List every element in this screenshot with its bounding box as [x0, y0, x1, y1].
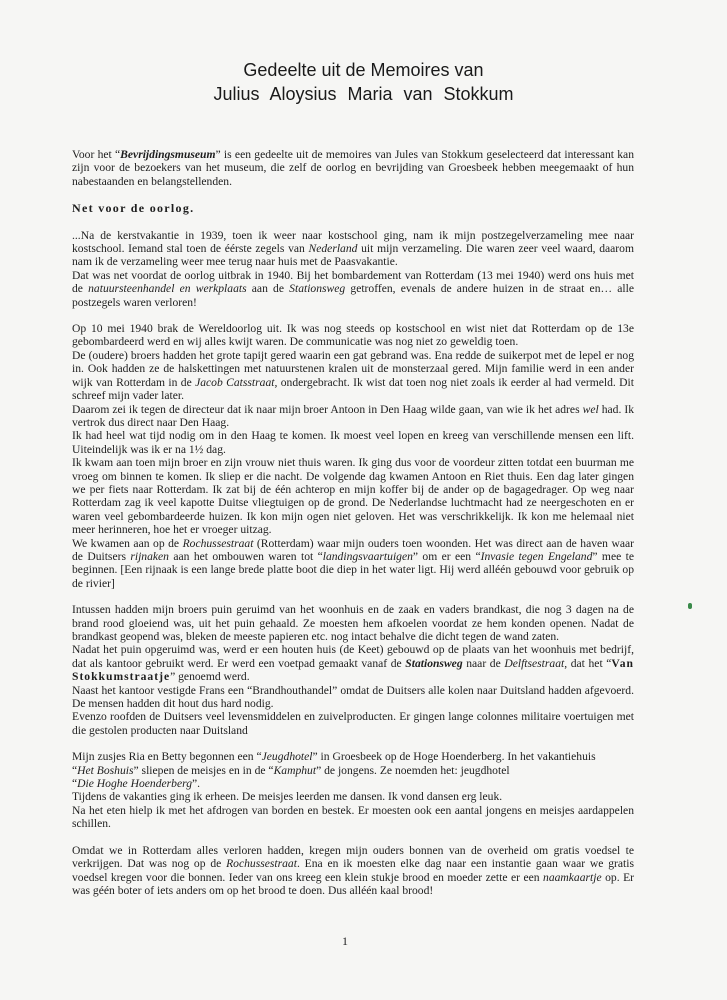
- document-title-line-1: Gedeelte uit de Memoires van: [243, 60, 484, 80]
- document-body: [72, 148, 634, 897]
- text-run: Ik had heel wat tijd nodig om in den Haag te komen. Ik moest veel lopen en kreeg van verschillende mensen een lift. Uiteindelijk was ik er na 1½ dag.: [72, 429, 634, 456]
- text-run: ...Na de kerstvakantie in 1939, toen ik weer naar kostschool ging, nam ik mijn postzegelverzameling mee naar kostschool. Iemand stal toen de éérste zegels van: [72, 228, 634, 256]
- text-run: Op 10 mei 1940 brak de Wereldoorlog uit. Ik was nog steeds op kostschool en wist niet dat Rotterdam op de 13e gebombardeerd werd en wij alles kwijt waren. De communicatie was nog niet zo geweldig toen.: [72, 322, 634, 349]
- text-run: ” om er een “: [412, 549, 481, 563]
- paragraph: [72, 269, 634, 309]
- paragraph: [72, 684, 634, 711]
- emphasized-text: Het Boshuis: [77, 763, 134, 777]
- text-run: naar de: [462, 656, 505, 670]
- text-run: ” de jongens. Ze noemden het: jeugdhotel: [316, 763, 510, 777]
- emphasized-text: Stationsweg: [289, 282, 346, 296]
- text-run: ”.: [192, 777, 201, 791]
- paragraph: [72, 804, 634, 831]
- scan-mark: [688, 603, 692, 609]
- text-run: Mijn zusjes Ria en Betty begonnen een “: [72, 750, 262, 764]
- text-run: Net voor de oorlog.: [72, 201, 195, 216]
- text-run: getroffen, evenals de andere huizen in de straat en… alle postzegels waren verloren!: [72, 282, 635, 309]
- emphasized-text: wel: [582, 402, 599, 416]
- text-run: We kwamen aan op de: [72, 536, 183, 550]
- emphasized-text: Rochussestraat: [226, 857, 297, 871]
- text-run: , dat het “: [564, 656, 612, 670]
- paragraph: [72, 322, 634, 349]
- paragraph: [72, 537, 634, 591]
- text-run: De (oudere) broers hadden het grote tapijt gered waarin een gat gebrand was. Ena redde de suikerpot met de lepel er nog in. Ook hadden ze de halskettingen met natuurstenen kralen uit de monsterzaal gered. Mijn familie werd in een ander wijk van Rotterdam in de: [72, 348, 634, 389]
- emphasized-text: Van Stokkumstraatje: [72, 656, 634, 684]
- emphasized-text: Jacob Catsstraat,: [195, 375, 278, 389]
- text-run: ” in Groesbeek op de Hoge Hoenderberg. In het vakantiehuis: [312, 750, 596, 764]
- text-run: Nadat het puin opgeruimd was, werd er een houten huis (de Keet) gebouwd op de plaats van het woonhuis met bedrijf, dat als kantoor gebruikt werd. Er werd een voetpad gemaakt vanaf de: [72, 643, 634, 670]
- paragraph: [72, 603, 634, 643]
- text-run: Evenzo roofden de Duitsers veel levensmiddelen en zuivelproducten. Er gingen lange colonnes militaire voertuigen met die gestolen producten naar Duitsland: [72, 710, 634, 737]
- emphasized-text: Nederland: [308, 242, 358, 256]
- paragraph: [72, 643, 634, 683]
- text-run: Na het eten hielp ik met het afdrogen van borden en bestek. Er moesten ook een aantal jongens en meisjes aardappelen schillen.: [72, 803, 634, 831]
- paragraph: [72, 790, 634, 803]
- text-run: Omdat we in Rotterdam alles verloren hadden, kregen mijn ouders bonnen van de overheid om gratis voedsel te verkrijgen. Dat was nog op de: [72, 843, 634, 871]
- text-run: ” mee te beginnen. [Een rijnaak is een lange brede platte boot die diep in het water ligt. Hij werd alléén gebouwd voor gebruik op de rivier]: [72, 549, 634, 590]
- emphasized-text: rijnaken: [130, 549, 169, 563]
- emphasized-text: Delftsestraat: [504, 656, 565, 670]
- text-run: Daarom zei ik tegen de directeur dat ik naar mijn broer Antoon in Den Haag wilde gaan, van wie ik het adres: [72, 402, 583, 416]
- text-run: ” is een gedeelte uit de memoires van Jules van Stokkum geselecteerd dat interessant kan zijn voor de bezoekers van het museum, die zelf de oorlog en bevrijding van Groesbeek hebben meegemaakt of hun nabestaanden en belangstellenden.: [72, 148, 634, 188]
- text-run: Tijdens de vakanties ging ik erheen. De meisjes leerden me dansen. Ik vond dansen erg leuk.: [72, 790, 503, 804]
- document-title-line-2: Julius Aloysius Maria van Stokkum: [213, 84, 514, 104]
- emphasized-text: Die Hoghe Hoenderberg: [77, 777, 192, 791]
- text-run: aan de: [246, 282, 290, 296]
- emphasized-text: Stationsweg: [405, 656, 463, 670]
- text-run: ” sliepen de meisjes en in de “: [133, 763, 274, 777]
- text-run: Voor het “: [72, 148, 121, 161]
- emphasized-text: landingsvaartuigen: [322, 549, 413, 563]
- emphasized-text: Jeugdhotel: [261, 750, 313, 764]
- emphasized-text: Bevrijdingsmuseum: [120, 148, 216, 161]
- paragraph: [72, 403, 634, 430]
- page-number: 1: [342, 934, 348, 948]
- emphasized-text: Kamphut: [273, 763, 317, 777]
- paragraph: [72, 777, 634, 790]
- text-run: ondergebracht. Ik wist dat toen nog niet zoals ik eerder al had vermeld. Dit schreef mijn vader later.: [72, 375, 634, 403]
- paragraph: [72, 750, 634, 763]
- text-run: had. Ik vertrok dus direct naar Den Haag.: [72, 402, 635, 429]
- paragraph: [72, 349, 634, 403]
- paragraph: [72, 429, 634, 456]
- text-run: uit mijn verzameling. Die waren zeer veel waard, daarom nam ik de verzameling weer mee terug naar huis met de Paasvakantie.: [72, 242, 634, 269]
- text-run: Dat was net voordat de oorlog uitbrak in 1940. Bij het bombardement van Rotterdam (13 mei 1940) werd ons huis met de: [72, 268, 634, 296]
- text-run: op. Er was géén boter of iets anders om op het brood te doen. Dus alléén kaal brood!: [72, 870, 635, 897]
- paragraph: [72, 764, 634, 777]
- emphasized-text: Invasie tegen Engeland: [480, 549, 593, 563]
- text-run: Ik kwam aan toen mijn broer en zijn vrouw niet thuis waren. Ik ging dus voor de voordeur zitten totdat een buurman me vroeg om binnen te komen. Ik sliep er die nacht. De volgende dag kwamen Antoon en Riet thuis. Een dag later gingen we per fiets naar Rotterdam. Ik zat bij de één achterop en mijn koffer bij de ander op de bagagedrager. Op weg naar Rotterdam zag ik veel kapotte Duitse vliegtuigen op de grond. De Nederlandse luchtmacht had ze neergeschoten en er waren veel gebombardeerde huizen. Ik kon mijn ogen niet geloven. Het was verschrikkelijk. Ik kon me helemaal niet meer herinneren, hoe het er vroeger uitzag.: [72, 456, 634, 537]
- paragraph: [72, 844, 634, 898]
- emphasized-text: naamkaartje: [543, 870, 602, 884]
- text-run: “: [72, 763, 78, 777]
- text-run: Intussen hadden mijn broers puin geruimd van het woonhuis en de zaak en vaders brandkast, die nog 3 dagen na de brand rood gloeiend was, uit het puin gehaald. Ze moesten hem afkoelen voordat ze hem konden openen. Nadat de brandkast geopend was, bleken de meeste papieren etc. nog intact behalve die dicht tegen de wand zaten.: [72, 603, 634, 643]
- paragraph: [72, 148, 634, 188]
- section-heading: [72, 202, 634, 215]
- emphasized-text: natuursteenhandel en werkplaats: [88, 282, 247, 296]
- paragraph: [72, 229, 634, 269]
- text-run: Naast het kantoor vestigde Frans een “Brandhouthandel” omdat de Duitsers alle kolen naar Duitsland hadden afgevoerd. De mensen hadden dit hout dus hard nodig.: [72, 683, 634, 711]
- emphasized-text: Rochussestraat: [182, 536, 254, 550]
- text-run: (Rotterdam) waar mijn ouders toen woonden. Het was direct aan de haven waar de Duitsers: [72, 536, 635, 563]
- text-run: aan het ombouwen waren tot “: [168, 549, 323, 563]
- text-run: ” genoemd werd.: [170, 670, 250, 684]
- paragraph: [72, 710, 634, 737]
- text-run: “: [72, 777, 78, 791]
- text-run: . Ena en ik moesten elke dag naar een instantie gaan waar we gratis voedsel kregen voor die bonnen. Ieder van ons kreeg een klein stukje brood en moeder zette er een: [72, 857, 634, 884]
- paragraph: [72, 456, 634, 536]
